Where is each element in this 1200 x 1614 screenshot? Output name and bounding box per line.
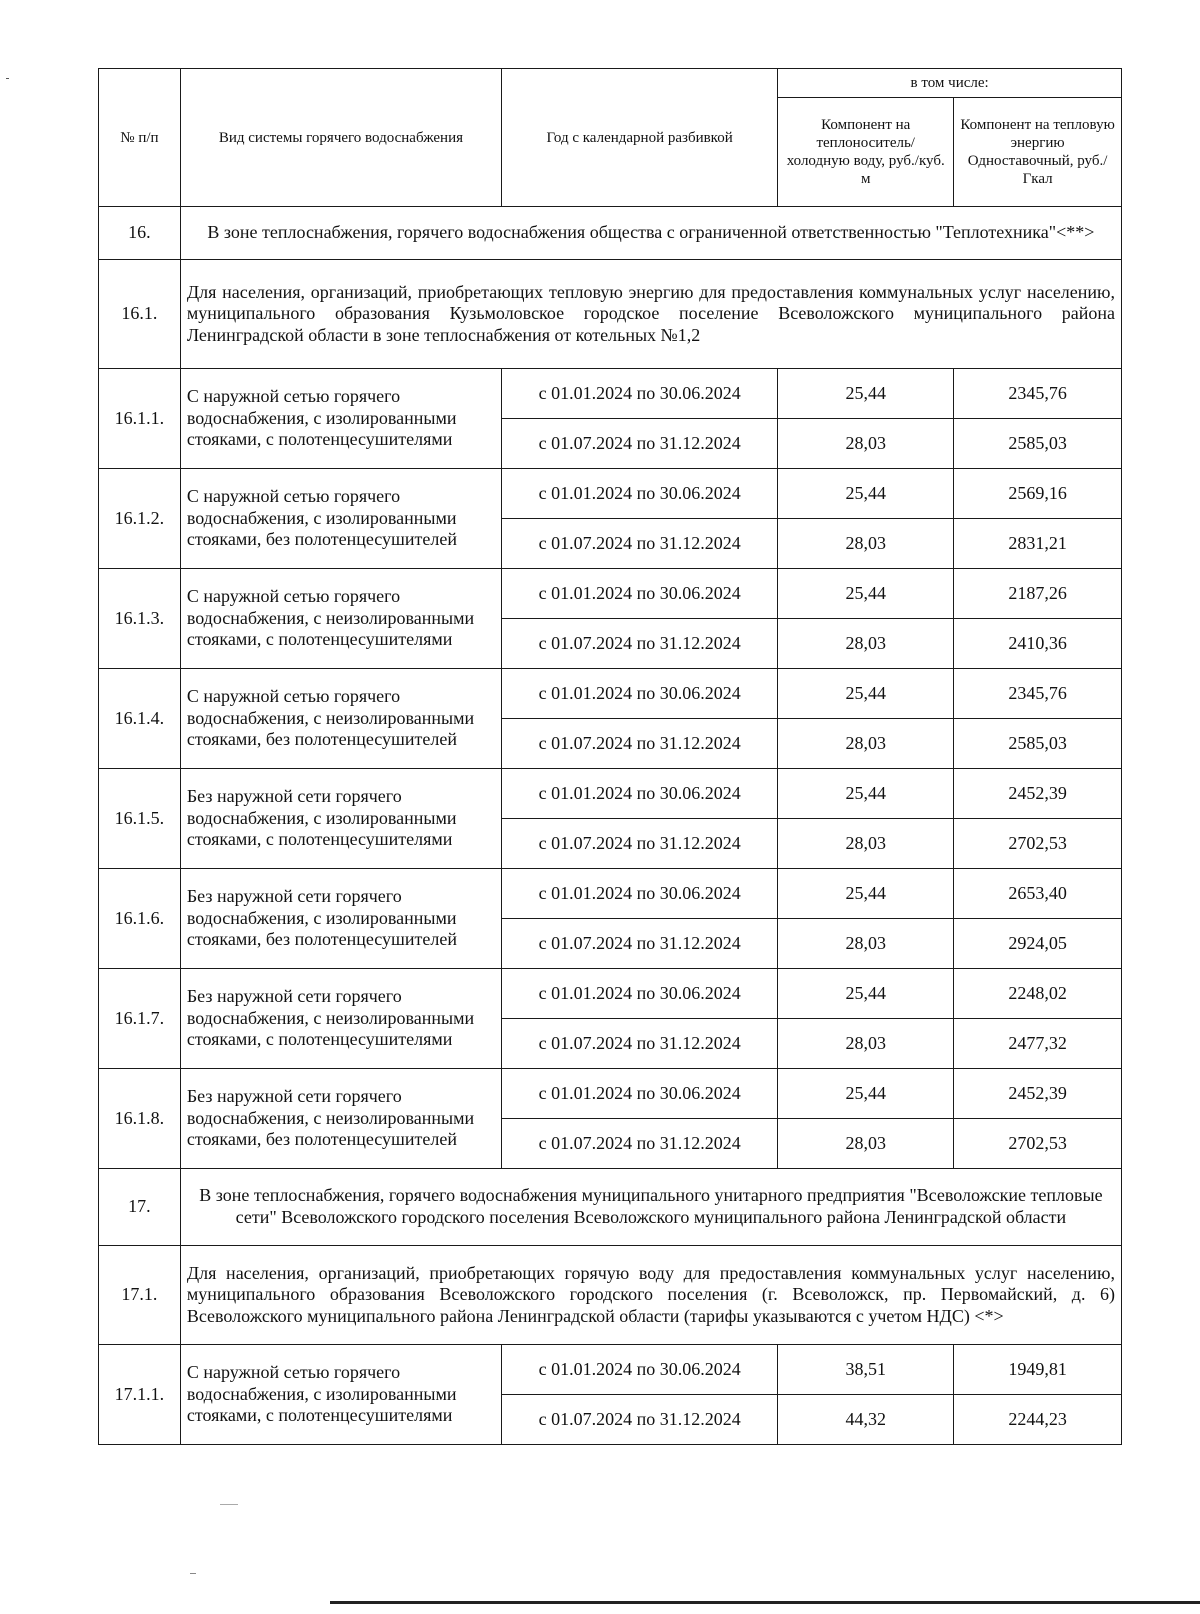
row-system-type: С наружной сетью горячего водоснабжения, с неизолированными стояками, с полотенцесушителями	[180, 569, 501, 669]
table-row	[99, 669, 1122, 719]
row-system-type: С наружной сетью горячего водоснабжения, с неизолированными стояками, без полотенцесушителей	[180, 669, 501, 769]
row-carrier-value: 25,44	[778, 469, 954, 519]
row-carrier-value: 38,51	[778, 1345, 954, 1395]
row-number: 16.1.7.	[99, 969, 181, 1069]
row-system-type: Без наружной сети горячего водоснабжения, с изолированными стояками, без полотенцесушителей	[180, 869, 501, 969]
row-period: с 01.07.2024 по 31.12.2024	[502, 719, 778, 769]
table-row	[99, 969, 1122, 1019]
section-17-header	[99, 1169, 1122, 1345]
row-energy-value: 2477,32	[954, 1019, 1122, 1069]
row-period: с 01.01.2024 по 30.06.2024	[502, 869, 778, 919]
row-number: 16.1.1.	[99, 369, 181, 469]
section-title: В зоне теплоснабжения, горячего водоснабжения общества с ограниченной ответственностью "Теплотехника"<**>	[180, 207, 1121, 260]
table-row	[99, 369, 1122, 419]
row-period: с 01.07.2024 по 31.12.2024	[502, 919, 778, 969]
row-period: с 01.01.2024 по 30.06.2024	[502, 669, 778, 719]
row-period: с 01.07.2024 по 31.12.2024	[502, 619, 778, 669]
header-number: № п/п	[99, 69, 181, 207]
row-number: 17.1.1.	[99, 1345, 181, 1445]
row-carrier-value: 28,03	[778, 1119, 954, 1169]
table-row	[99, 769, 1122, 819]
row-period: с 01.01.2024 по 30.06.2024	[502, 1345, 778, 1395]
subsection-text: Для населения, организаций, приобретающих тепловую энергию для предоставления коммунальных услуг населению, муниципального образования Кузьмоловское городское поселение Всеволожского муниципального района Ленинградской области в зоне теплоснабжения от котельных №1,2	[180, 260, 1121, 369]
row-period: с 01.07.2024 по 31.12.2024	[502, 1019, 778, 1069]
row-carrier-value: 25,44	[778, 869, 954, 919]
subsection-text: Для населения, организаций, приобретающих горячую воду для предоставления коммунальных услуг населению, муниципального образования Всеволожского городского поселения (г. Всеволожск, пр. Первомайский, д. 6) Всеволожского муниципального района Ленинградской области (тарифы указываются с учетом НДС) <*>	[180, 1246, 1121, 1345]
section-16-rows	[99, 369, 1122, 1169]
tariff-table	[98, 68, 1122, 1445]
row-period: с 01.01.2024 по 30.06.2024	[502, 569, 778, 619]
row-energy-value: 2653,40	[954, 869, 1122, 919]
row-carrier-value: 25,44	[778, 369, 954, 419]
row-energy-value: 2187,26	[954, 569, 1122, 619]
subsection-number: 16.1.	[99, 260, 181, 369]
row-carrier-value: 44,32	[778, 1395, 954, 1445]
row-period: с 01.01.2024 по 30.06.2024	[502, 469, 778, 519]
row-energy-value: 2452,39	[954, 1069, 1122, 1119]
table-row	[99, 869, 1122, 919]
row-carrier-value: 28,03	[778, 519, 954, 569]
row-number: 16.1.6.	[99, 869, 181, 969]
row-energy-value: 2569,16	[954, 469, 1122, 519]
row-energy-value: 2248,02	[954, 969, 1122, 1019]
row-carrier-value: 28,03	[778, 919, 954, 969]
row-carrier-value: 28,03	[778, 619, 954, 669]
row-period: с 01.07.2024 по 31.12.2024	[502, 1119, 778, 1169]
row-period: с 01.01.2024 по 30.06.2024	[502, 1069, 778, 1119]
table-row	[99, 1345, 1122, 1395]
row-carrier-value: 28,03	[778, 419, 954, 469]
row-number: 16.1.8.	[99, 1069, 181, 1169]
row-energy-value: 2702,53	[954, 819, 1122, 869]
row-carrier-value: 25,44	[778, 769, 954, 819]
row-energy-value: 2702,53	[954, 1119, 1122, 1169]
row-energy-value: 1949,81	[954, 1345, 1122, 1395]
row-period: с 01.07.2024 по 31.12.2024	[502, 519, 778, 569]
row-period: с 01.07.2024 по 31.12.2024	[502, 819, 778, 869]
row-system-type: С наружной сетью горячего водоснабжения, с изолированными стояками, с полотенцесушителями	[180, 369, 501, 469]
table-row	[99, 469, 1122, 519]
row-number: 16.1.4.	[99, 669, 181, 769]
table-row	[99, 1069, 1122, 1119]
header-energy-component: Компонент на тепловую энергию Одноставочный, руб./Гкал	[954, 98, 1122, 207]
row-carrier-value: 25,44	[778, 969, 954, 1019]
row-period: с 01.07.2024 по 31.12.2024	[502, 1395, 778, 1445]
row-energy-value: 2345,76	[954, 669, 1122, 719]
row-energy-value: 2345,76	[954, 369, 1122, 419]
row-carrier-value: 28,03	[778, 719, 954, 769]
row-period: с 01.01.2024 по 30.06.2024	[502, 769, 778, 819]
row-period: с 01.07.2024 по 31.12.2024	[502, 419, 778, 469]
row-energy-value: 2585,03	[954, 719, 1122, 769]
row-system-type: С наружной сетью горячего водоснабжения, с изолированными стояками, без полотенцесушителей	[180, 469, 501, 569]
scan-speck	[220, 1504, 238, 1505]
row-carrier-value: 25,44	[778, 1069, 954, 1119]
scan-speck	[6, 78, 9, 79]
header-period: Год с календарной разбивкой	[502, 69, 778, 207]
section-number: 17.	[99, 1169, 181, 1246]
section-17-rows	[99, 1345, 1122, 1445]
header-including: в том числе:	[778, 69, 1122, 98]
table-body	[99, 207, 1122, 369]
row-carrier-value: 28,03	[778, 819, 954, 869]
row-period: с 01.01.2024 по 30.06.2024	[502, 369, 778, 419]
row-energy-value: 2585,03	[954, 419, 1122, 469]
row-carrier-value: 25,44	[778, 669, 954, 719]
row-energy-value: 2410,36	[954, 619, 1122, 669]
section-number: 16.	[99, 207, 181, 260]
header-carrier-component: Компонент на теплоноситель/ холодную воду, руб./куб. м	[778, 98, 954, 207]
row-number: 16.1.3.	[99, 569, 181, 669]
row-system-type: С наружной сетью горячего водоснабжения, с изолированными стояками, с полотенцесушителями	[180, 1345, 501, 1445]
row-energy-value: 2924,05	[954, 919, 1122, 969]
subsection-number: 17.1.	[99, 1246, 181, 1345]
row-period: с 01.01.2024 по 30.06.2024	[502, 969, 778, 1019]
scan-edge-line	[330, 1601, 1200, 1604]
row-number: 16.1.5.	[99, 769, 181, 869]
row-energy-value: 2831,21	[954, 519, 1122, 569]
row-energy-value: 2452,39	[954, 769, 1122, 819]
row-number: 16.1.2.	[99, 469, 181, 569]
row-carrier-value: 25,44	[778, 569, 954, 619]
section-title: В зоне теплоснабжения, горячего водоснабжения муниципального унитарного предприятия "Всеволожские тепловые сети" Всеволожского городского поселения Всеволожского муниципального района Ленинградской области	[180, 1169, 1121, 1246]
row-carrier-value: 28,03	[778, 1019, 954, 1069]
header-system-type: Вид системы горячего водоснабжения	[180, 69, 501, 207]
scan-speck	[190, 1573, 196, 1574]
row-system-type: Без наружной сети горячего водоснабжения, с изолированными стояками, с полотенцесушителями	[180, 769, 501, 869]
table-row	[99, 569, 1122, 619]
row-system-type: Без наружной сети горячего водоснабжения, с неизолированными стояками, без полотенцесушителей	[180, 1069, 501, 1169]
row-system-type: Без наружной сети горячего водоснабжения, с неизолированными стояками, с полотенцесушителями	[180, 969, 501, 1069]
row-energy-value: 2244,23	[954, 1395, 1122, 1445]
